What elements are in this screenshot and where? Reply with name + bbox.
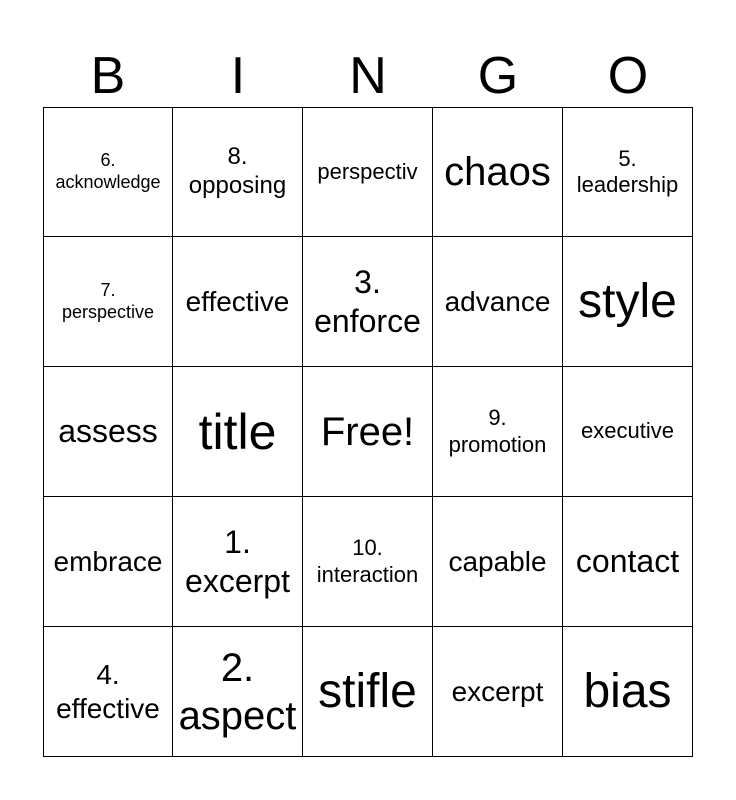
- bingo-cell-label: 8. opposing: [188, 143, 287, 199]
- bingo-cell[interactable]: [433, 627, 563, 757]
- bingo-cell[interactable]: [43, 497, 173, 627]
- bingo-cell-label: 9. promotion: [448, 405, 547, 457]
- bingo-cell-label: assess: [58, 413, 158, 450]
- bingo-cell[interactable]: [563, 107, 693, 237]
- bingo-cell-label: 2. aspect: [178, 645, 297, 738]
- bingo-cell[interactable]: [303, 367, 433, 497]
- bingo-cell-label: style: [578, 274, 677, 328]
- bingo-cell-label: contact: [575, 543, 680, 580]
- header-letter-b: B: [90, 47, 126, 105]
- bingo-cell[interactable]: [563, 237, 693, 367]
- bingo-cell-label: 4. effective: [56, 658, 160, 724]
- bingo-cell-label: perspectiv: [317, 158, 418, 184]
- bingo-cell[interactable]: [303, 107, 433, 237]
- bingo-cell[interactable]: [43, 107, 173, 237]
- bingo-cell-label: 1. excerpt: [185, 524, 290, 599]
- bingo-cell[interactable]: [43, 627, 173, 757]
- bingo-cell-label: Free!: [320, 409, 415, 454]
- bingo-cell-label: 7. perspective: [61, 279, 155, 322]
- bingo-cell-label: 10. interaction: [316, 535, 419, 587]
- bingo-cell-label: 6. acknowledge: [55, 150, 161, 192]
- bingo-cell[interactable]: [173, 107, 303, 237]
- bingo-cell[interactable]: [563, 497, 693, 627]
- header-letter-i: I: [230, 47, 246, 105]
- bingo-cell[interactable]: [433, 237, 563, 367]
- bingo-cell[interactable]: [173, 627, 303, 757]
- bingo-cell-label: advance: [444, 285, 551, 317]
- bingo-cell[interactable]: [173, 367, 303, 497]
- bingo-board: [43, 107, 693, 757]
- bingo-cell[interactable]: [303, 237, 433, 367]
- bingo-cell-label: effective: [185, 285, 290, 317]
- bingo-cell[interactable]: [303, 627, 433, 757]
- bingo-cell[interactable]: [433, 497, 563, 627]
- bingo-cell[interactable]: [43, 367, 173, 497]
- bingo-cell-label: executive: [581, 418, 674, 444]
- header-letter-o: O: [607, 47, 649, 105]
- bingo-cell[interactable]: [433, 107, 563, 237]
- bingo-cell[interactable]: [173, 237, 303, 367]
- bingo-cell-label: 3. enforce: [314, 264, 421, 339]
- bingo-cell-label: excerpt: [451, 675, 544, 707]
- bingo-cell-label: capable: [448, 545, 547, 577]
- bingo-cell[interactable]: [43, 237, 173, 367]
- bingo-cell[interactable]: [563, 627, 693, 757]
- bingo-cell-label: chaos: [444, 150, 551, 194]
- bingo-cell-label: embrace: [53, 545, 163, 577]
- bingo-cell[interactable]: [563, 367, 693, 497]
- bingo-header: [43, 44, 693, 108]
- bingo-cell-label: stifle: [318, 664, 417, 718]
- bingo-cell-label: title: [198, 403, 277, 460]
- header-letter-g: G: [477, 47, 519, 105]
- bingo-cell[interactable]: [173, 497, 303, 627]
- bingo-cell[interactable]: [433, 367, 563, 497]
- bingo-cell-label: 5. leadership: [576, 145, 679, 197]
- header-letter-n: N: [349, 47, 387, 105]
- bingo-cell[interactable]: [303, 497, 433, 627]
- bingo-cell-label: bias: [583, 664, 672, 718]
